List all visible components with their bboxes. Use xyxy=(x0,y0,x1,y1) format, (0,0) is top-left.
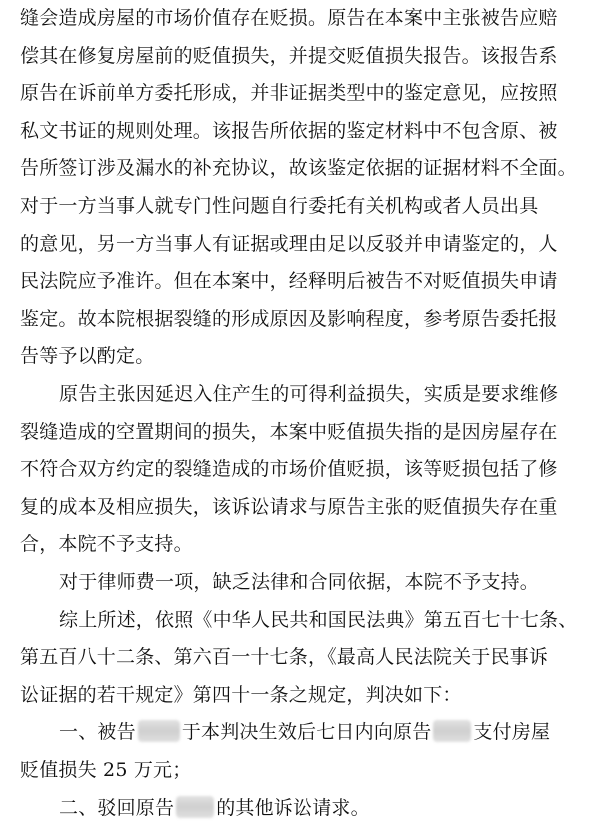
paragraph-line: 合，本院不予支持。 xyxy=(20,533,193,556)
judgment-item-2 xyxy=(59,791,580,825)
redacted-name xyxy=(138,720,180,742)
paragraph-line: 的意见，另一方当事人有证据或理由足以反驳并申请鉴定的，人 xyxy=(20,232,558,255)
judgment-2-prefix: 二、驳回原告 xyxy=(59,796,175,819)
paragraph-line: 偿其在修复房屋前的贬值损失，并提交贬值损失报告。该报告系 xyxy=(20,44,558,67)
judgment-1-suffix: 支付房屋 xyxy=(473,721,551,744)
judgment-item-1-continued: 贬值损失 25 万元； xyxy=(20,759,192,781)
paragraph-line: 告所签订涉及漏水的补充协议，故该鉴定依据的证据材料不全面。 xyxy=(20,157,577,180)
paragraph-line: 告等予以酌定。 xyxy=(20,345,155,368)
paragraph-line: 私文书证的规则处理。该报告所依据的鉴定材料中不包含原、被 xyxy=(20,119,558,142)
paragraph-line: 讼证据的若干规定》第四十一条之规定，判决如下： xyxy=(20,683,462,706)
paragraph-line: 综上所述，依照《中华人民共和国民法典》第五百七十七条、 xyxy=(59,608,578,631)
paragraph-line: 民法院应予准许。但在本案中，经释明后被告不对贬值损失申请 xyxy=(20,270,558,293)
paragraph-line: 第五百八十二条、第六百一十七条，《最高人民法院关于民事诉 xyxy=(20,646,549,669)
paragraph-line: 裂缝造成的空置期间的损失，本案中贬值损失指的是因房屋存在 xyxy=(20,420,558,443)
judgment-1-prefix: 一、被告 xyxy=(59,721,136,744)
paragraph-line: 鉴定。故本院根据裂缝的形成原因及影响程度，参考原告委托报 xyxy=(20,307,558,330)
paragraph-line: 对于一方当事人就专门性问题自行委托有关机构或者人员出具 xyxy=(20,195,539,217)
judgment-item-1 xyxy=(59,715,580,749)
paragraph-line: 原告主张因延迟入住产生的可得利益损失，实质是要求维修 xyxy=(59,383,559,405)
judgment-1-middle: 于本判决生效后七日内向原告 xyxy=(181,721,432,744)
redacted-name xyxy=(433,720,471,742)
redacted-name xyxy=(176,796,214,818)
paragraph-line: 不符合双方约定的裂缝造成的市场价值贬损，该等贬损包括了修 xyxy=(20,458,558,481)
paragraph-line: 对于律师费一项，缺乏法律和合同依据，本院不予支持。 xyxy=(59,571,540,593)
paragraph-line: 复的成本及相应损失，该诉讼请求与原告主张的贬值损失存在重 xyxy=(20,495,558,518)
paragraph-line: 缝会造成房屋的市场价值存在贬损。原告在本案中主张被告应赔 xyxy=(20,7,558,29)
paragraph-line: 原告在诉前单方委托形成，并非证据类型中的鉴定意见，应按照 xyxy=(20,82,558,105)
judgment-2-suffix: 的其他诉讼请求。 xyxy=(216,796,370,819)
